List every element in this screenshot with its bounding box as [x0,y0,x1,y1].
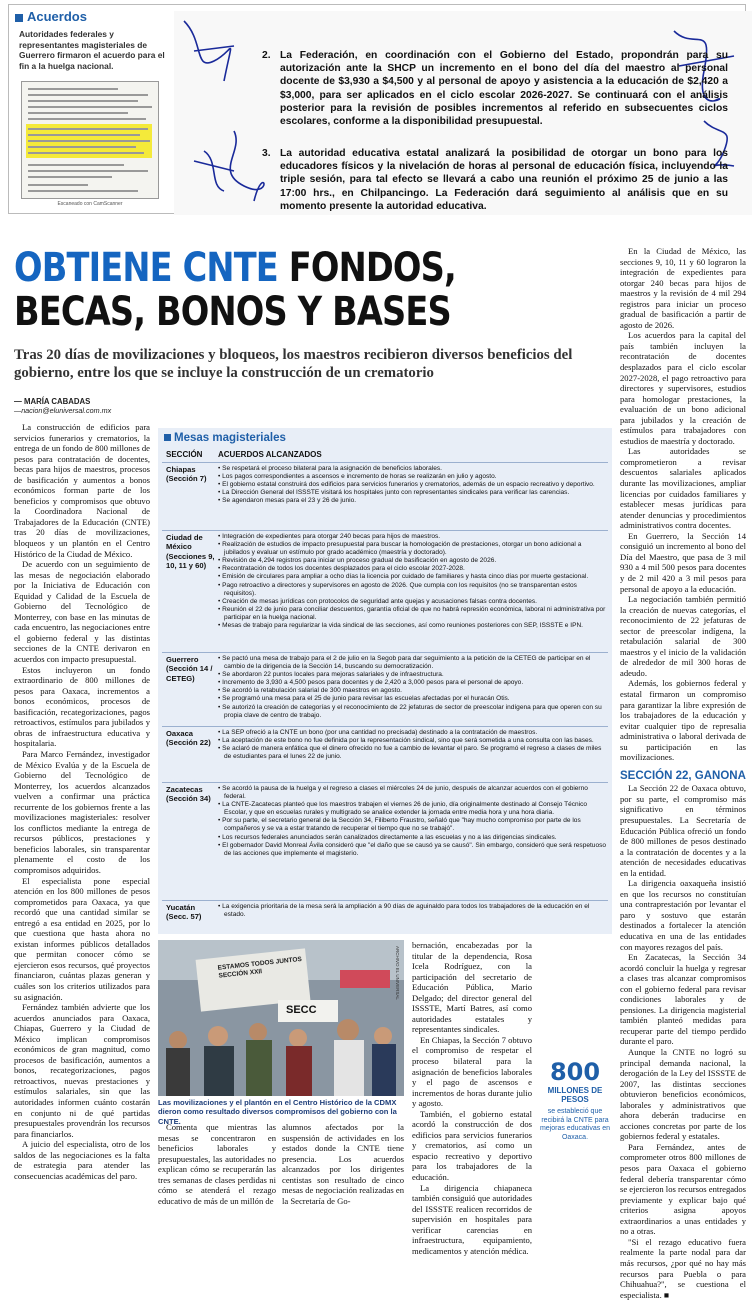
table-title: Mesas magisteriales [164,432,286,444]
article-column-4: bernación, encabezadas por la titular de la dependencia, Rosa Icela Rodríguez, con la participación del secretario de Educación Pública, Mario Delgado; del director general del ISSSTE, Martí Batres, así como autoridades estatales y representantes sindicales. En Chiapas, la Sección 7 obtuvo el compromiso de respetar el proceso bilateral para la asignación de beneficios laborales y el pago de ascensos e incrementos de horas durante julio y agosto. También, el gobierno estatal acordó la construcción de dos edificios para servicios funerarios y crematorios, así como un espacio recreativo y deportivo para los trabajadores de la educación. La dirigencia chiapaneca también consiguió que autoridades del ISSSTE realicen recorridos de supervisión en hospitales para verificar carencias en infraestructura, equipamiento, medicamentos y atención médica. [412,940,532,1256]
table-header-agreements: ACUERDOS ALCANZADOS [218,450,322,459]
article-column-2: Comenta que mientras las mesas se concentraron en beneficios laborales y presupuestales, las autoridades no explican cómo se recuperarán las tres semanas de clases perdidas ni cómo se atenderá el rezago educativo de más de un millón de [158,1122,276,1206]
protest-photo [158,940,404,1096]
teachers-table [158,428,612,934]
agreements-summary: Autoridades federales y representantes magisteriales de Guerrero firmaron el acuerdo para el fin a la huelga nacional. [19,29,165,71]
photo-caption: Las movilizaciones y el plantón en el Centro Histórico de la CDMX dieron como resultado diversos compromisos del gobierno con la CNTE. [158,1098,397,1126]
table-row: Yucatán (Secc. 57) • La exigencia prioritaria de la mesa será la ampliación a 90 días de aguinaldo para todos los trabajadores de la educación en el estado. [162,900,608,932]
headline: OBTIENE CNTE FONDOS, BECAS, BONOS Y BASES [14,245,456,335]
table-row: Guerrero (Sección 14 / CETEG) • Se pactó una mesa de trabajo para el 2 de julio en la Segob para dar seguimiento a la petición de la CETEG de participar en el cambio de la dirigencia de la Sección 14, buscando su democratización. • Se abordaron 22 puntos locales para mejoras salariales y de infraestructura. • Incremento de 3,930 a 4,500 pesos para docentes y de 2,420 a 3,000 pesos para el personal de apoyo. • Se acordó la retabulación salarial de 300 maestros en agosto. • Se programó una mesa para el 25 de junio para revisar las escuelas afectadas por el huracán Otis. • Se autorizó la creación de categorías y el reconocimiento de 22 jefaturas de sector de preescolar indígena para que operen con su propia clave de centro de trabajo. [162,652,608,726]
document-thumbnail [21,81,159,199]
agreements-box [8,4,746,214]
article-column-1: La construcción de edificios para servicios funerarios y crematorios, la entrega de un fondo de 800 millones de pesos para contratación de docentes, becas para hijos de maestros, procesos de basificación y aumentos a bonos económicos forman parte de los beneficios y compromisos que obtuvo la Coordinadora Nacional de Trabajadores de la Educación (CNTE) tras 20 días de movilizaciones, bloqueos y un plantón en el Centro Histórico de la Ciudad de México. De acuerdo con un seguimiento de las mesas de negociación elaborado por la Iniciativa de Educación con Equidad y Calidad de la Escuela de Gobierno del Tecnológico de Monterrey, con base en las minutas de cada encuentro, las negociaciones entre el gobierno federal y las distintas secciones de la CNTE derivaron en acuerdos con impacto presupuestal. Estos incluyeron un fondo extraordinario de 800 millones de pesos para Oaxaca, incrementos a bonos económicos, procesos de basificación, recategorizaciones, pagos retroactivos, estímulos para jubilados y obras de infraestructura educativa y hospitalaria. Para Marco Fernández, investigador de México Evalúa y de la Escuela de Gobierno del Tecnológico de Monterrey, los acuerdos alcanzados vuelven a confirmar una práctica recurrente de los gobiernos frente a las movilizaciones magisteriales: resolver los conflictos mediante la entrega de recursos públicos, prestaciones y beneficios laborales, sin transparentar plenamente el costo de los compromisos adquiridos. El especialista pone especial atención en los 800 millones de pesos comprometidos para Oaxaca, ya que recordó que una cantidad similar se entregó a esa entidad en 2025, por lo que cuestiona que hasta ahora no existan informes públicos detallados que permitan conocer cómo se ejercieron esos recursos, qué proyectos financiaron, cuántas plazas generan y cuáles son los criterios utilizados para su asignación. Fernández también advierte que los acuerdos anunciados para Oaxaca, Chiapas, Guerrero y la Ciudad de México implican compromisos económicos de gran magnitud, como procesos de basificación, aumentos a bonos, recategorizaciones, pagos retroactivos, nuevas prestaciones y estímulos salariales, sin que las autoridades informen cuánto costarán en conjunto ni de qué partidas presupuestales provendrán los recursos para financiarlos. A juicio del especialista, otro de los saldos de las negociaciones es la falta de estrategia para atender las consecuencias académicas del paro. [14,422,150,1181]
table-row: Oaxaca (Sección 22) • La SEP ofreció a la CNTE un bono (por una cantidad no precisada) destinado a la contratación de maestros. • La aceptación de este bono no fue definida por la representación sindical, sino que será sometida a una consulta con las bases. • Se aclaró de manera enfática que el dinero ofrecido no fue a cambio de levantar el paro. Se programó el regreso a clases de miles de estudiantes para el lunes 22 de junio. [162,726,608,782]
table-row: Zacatecas (Sección 34) • Se acordó la pausa de la huelga y el regreso a clases el miércoles 24 de junio, después de alcanzar acuerdos con el gobierno federal. • La CNTE-Zacatecas planteó que los maestros trabajen el viernes 26 de junio, día originalmente destinado al Consejo Técnico Escolar, y que en escuelas rurales y multigrado se analice extender la jornada entre media hora y una hora diaria. • Por su parte, el secretario general de la Sección 34, Filiberto Fraustro, señaló que "hay mucho compromiso por parte de los compañeros y se va a estar tratando de recuperar el tiempo que no se trabajó". • Los recursos federales anunciados serán canalizados directamente a las escuelas y no a las dirigencias sindicales. • El gobernador David Monreal Ávila consideró que "el daño que se causó ya se causó". Sin embargo, consideró que será respetuoso de las acciones que implemente el magisterio. [162,782,608,900]
highlight-description: se estableció que recibirá la CNTE para mejoras educativas en Oaxaca. [539,1108,611,1141]
table-header-section: SECCIÓN [166,450,203,459]
highlight-unit: MILLONES DE PESOS [547,1086,603,1104]
agreements-header: Acuerdos [15,9,165,24]
square-bullet-icon [164,434,171,441]
document-caption: Escaneado con CamScanner [57,201,123,207]
square-bullet-icon [15,14,23,22]
table-row: Ciudad de México (Secciones 9, 10, 11 y 60) • Integración de expedientes para otorgar 240 becas para hijos de maestros. • Realización de estudios de impacto presupuestal para buscar la homologación de prestaciones, otorgar un bono adicional a jubilados y evaluar un estímulo por grado académico (maestría y doctorado). • Revisión de 4,294 registros para iniciar un proceso gradual de basificación en agosto de 2026. • Recontratación de todos los docentes desplazados para el ciclo escolar 2027-2028. • Emisión de circulares para ampliar a ocho días la licencia por cuidado de familiares y hasta cinco días por muerte gestacional. • Pago retroactivo a directores y supervisores en agosto de 2026. Que cumpla con los requisitos (no se transparentan estos requisitos). • Creación de mesas jurídicas con protocolos de seguridad ante quejas y acusaciones falsas contra docentes. • Reunión el 22 de junio para conciliar descuentos, garantía oficial de que no habrá represión económica, laboral ni administrativa por participar en la huelga nacional. • Mesas de trabajo para regularizar la vida sindical de las secciones, así como reuniones posteriores con SEP, ISSSTE e IPN. [162,530,608,652]
protest-sign2-text: SECC [286,1004,317,1016]
byline: — MARÍA CABADAS —nacion@eluniversal.com.mx [14,397,112,415]
article-column-right: En la Ciudad de México, las secciones 9, 10, 11 y 60 lograron la integración de expedientes para otorgar 240 becas para hijos de maestros y la revisión de 4 mil 294 registros para iniciar un proceso gradual de basificación a partir de agosto de 2026. Los acuerdos para la capital del país también incluyen la recontratación de docentes desplazados para el ciclo escolar 2027-2028, el pago retroactivo para directores y supervisores, estudios para homologar prestaciones, la evaluación de un bono adicional para jubilados y la creación de estímulos para trabajadores con estudios de maestría y doctorado. Las autoridades se comprometieron a revisar descuentos salariales aplicados durante las movilizaciones, ampliar licencias por cuidados familiares y establecer mesas jurídicas para atender denuncias y procedimientos administrativos contra docentes. En Guerrero, la Sección 14 consiguió un incremento al bono del Día del Maestro, que pasa de 3 mil 930 a 4 mil 500 pesos para docentes y de 2 mil 420 a 3 mil pesos para personal de apoyo a la educación. La negociación también permitió la creación de nuevas categorías, el reconocimiento de 22 jefaturas de sector de preescolar indígena, la retabulación salarial de 300 maestros y el inicio de la validación de alrededor de mil 300 horas de adeudo. Además, los gobiernos federal y estatal firmaron un compromiso para garantizar la libre expresión de los trabajadores de la educación y evitar cualquier tipo de represalia administrativa o laboral derivada de su participación en las movilizaciones. SECCIÓN 22, GANONA La Sección 22 de Oaxaca obtuvo, por su parte, el compromiso más significativo en términos presupuestales. La Secretaría de Educación Pública ofreció un fondo de 800 millones de pesos destinado a la contratación de docentes y a la atención de necesidades educativas en la entidad. La dirigencia oaxaqueña insistió en que los recursos no constituían una contraprestación por levantar el paro y sostuvo que estarán destinados a fortalecer la atención educativa en una de las entidades con mayores rezagos del país. En Zacatecas, la Sección 34 acordó concluir la huelga y regresar a clases tras alcanzar compromisos con el gobierno federal para revisar condiciones laborales y de pensiones. La dirigencia magisterial también planteó medidas para recuperar parte del tiempo perdido durante el paro. Aunque la CNTE no logró su principal demanda nacional, la derogación de la Ley del ISSSTE de 2007, las distintas secciones obtuvieron beneficios económicos, laborales y administrativos que ahora deberán traducirse en acciones concretas por parte de los gobiernos federal y estatales. Para Fernández, antes de comprometer otros 800 millones de pesos para Oaxaca el gobierno federal debería transparentar cómo se ejercieron los recursos entregados previamente y explicar bajo qué criterios asigna apoyos extraordinarios a unas entidades y no a otras. "Si el rezago educativo fuera realmente la parte nodal para dar más recursos, ¿por qué no hay más recursos para Puebla o para Chihuahua?", se cuestiona el especialista. ■ [620,246,746,1300]
highlight-number: 800 [549,1058,601,1086]
subheadline: Tras 20 días de movilizaciones y bloqueos, los maestros recibieron diversos beneficios del gobierno, entre los que se incluye la construcción de un crematorio [14,347,573,381]
article-column-3: alumnos afectados por la suspensión de actividades en los estados donde la CNTE tiene presencia. Los acuerdos alcanzados por los dirigentes centistas son resultado de cinco mesas de negociación realizadas en la Secretaría de Go- [282,1122,404,1206]
table-row: Chiapas (Sección 7) • Se respetará el proceso bilateral para la asignación de beneficios laborales. • Los pagos correspondientes a ascensos e incremento de horas se realizarán en julio y agosto. • El gobierno estatal construirá dos edificios para servicios funerarios y crematorios, además de un espacio recreativo y deportivo. • La Dirección General del ISSSTE visitará los hospitales junto con representantes sindicales para verificar las carencias. • Se agendaron mesas para el 23 y 26 de junio. [162,462,608,530]
protest-sign-text: ESTAMOS TODOS JUNTOS SECCIÓN XXII [217,955,303,980]
photo-credit: ARCHIVO EL UNIVERSAL [395,946,400,1000]
scanned-agreement: 2. La Federación, en coordinación con el Gobierno del Estado, propondrán para su autorización ante la SHCP un incremento en el bono del día del maestro al personal docente de $3,930 a $4,500 y al personal de apoyo y asistencia a la educación de $2,420 a $3,000, para ser aplicados en el ciclo escolar 2026-2027. Se continuará con el análisis posterior para la revisión de posibles incrementos al referido en subsecuentes ciclos escolares, conforme a la disponibilidad presupuestal. 3. La autoridad educativa estatal analizará la posibilidad de otorgar un bono para los educadores físicos y la nivelación de horas al personal de educación física, incluyendo la triple sesión, para tal efecto se llevará a cabo una reunión el próximo 25 de junio a las 17:00 hrs., en Chilpancingo. La Federación dará seguimiento al análisis que en su momento presente la autoridad educativa. [174,11,752,215]
section-subhead: SECCIÓN 22, GANONA [620,769,746,782]
